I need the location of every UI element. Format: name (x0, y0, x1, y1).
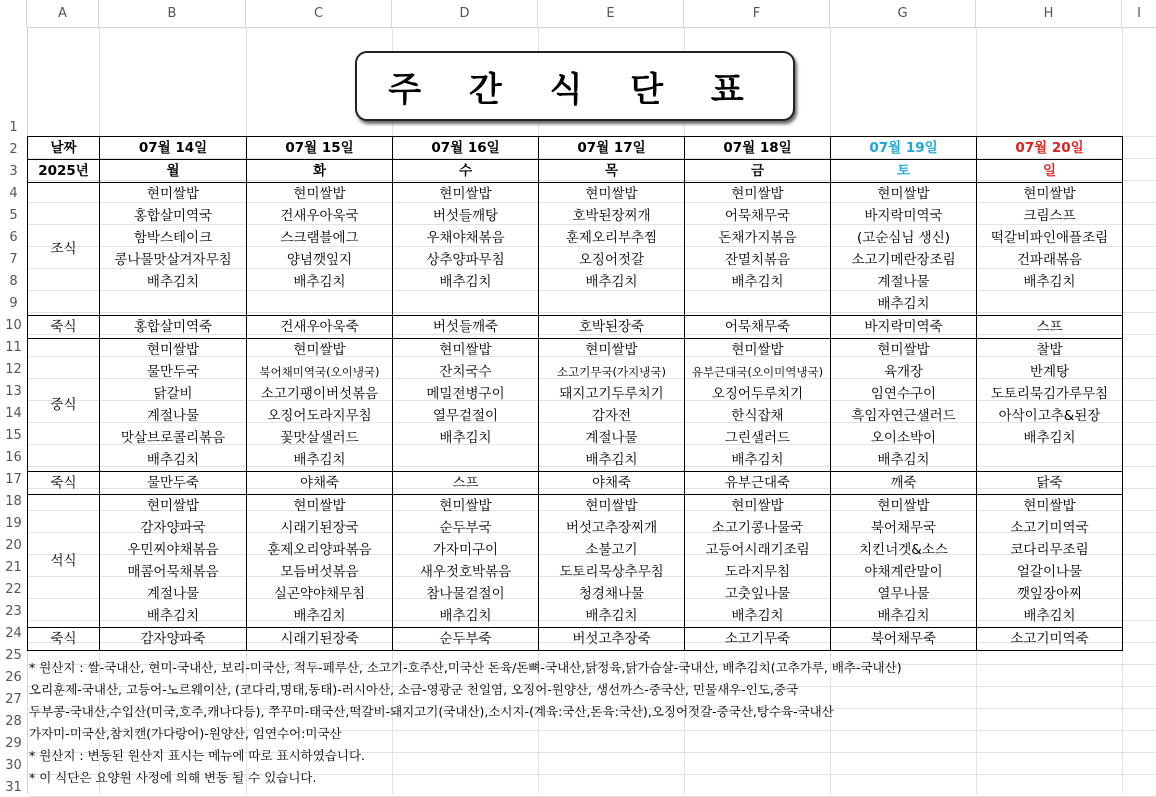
menu-cell[interactable]: 야채계란말이 (831, 561, 977, 583)
menu-cell[interactable] (100, 293, 247, 316)
menu-cell[interactable]: 현미쌀밥 (100, 495, 247, 518)
menu-cell[interactable]: 소고기콩나물국 (685, 517, 831, 539)
menu-cell[interactable]: 버섯고추장죽 (539, 628, 685, 651)
menu-cell[interactable]: 아삭이고추&된장 (977, 405, 1123, 427)
menu-cell[interactable]: 호박된장찌개 (539, 205, 685, 227)
menu-cell[interactable]: 유부근대국(오이미역냉국) (685, 361, 831, 383)
menu-row (28, 405, 1123, 427)
row-header[interactable]: 12 (5, 362, 22, 377)
menu-cell[interactable]: 잔멸치볶음 (685, 249, 831, 271)
menu-cell[interactable]: 매콤어묵채볶음 (100, 561, 247, 583)
menu-cell[interactable]: 깨죽 (831, 472, 977, 495)
menu-cell[interactable]: 오징어도라지무침 (247, 405, 393, 427)
date-cell[interactable]: 07월 18일 (685, 137, 831, 160)
menu-cell[interactable]: 현미쌀밥 (393, 495, 539, 518)
menu-cell[interactable]: 오징어젓갈 (539, 249, 685, 271)
menu-cell[interactable]: 흑임자연근샐러드 (831, 405, 977, 427)
date-cell[interactable]: 07월 15일 (247, 137, 393, 160)
weekday-cell[interactable]: 월 (100, 160, 247, 183)
menu-cell[interactable]: 배추김치 (100, 605, 247, 628)
menu-row (28, 583, 1123, 605)
row-header[interactable]: 20 (5, 538, 22, 553)
column-header-c[interactable]: C (246, 0, 392, 27)
menu-cell[interactable]: 바지락미역국 (831, 205, 977, 227)
menu-cell[interactable]: 육개장 (831, 361, 977, 383)
note-line[interactable]: * 원산지 : 쌀-국내산, 현미-국내산, 보리-미국산, 적두-페루산, 소고기-호주산,미국산 돈육/돈뼈-국내산,닭정육,닭가슴살-국내산, 배추김치(고추가루, 배추-국내산) (29, 660, 902, 675)
menu-row (28, 539, 1123, 561)
menu-cell[interactable]: 현미쌀밥 (247, 183, 393, 206)
menu-cell[interactable]: 그린샐러드 (685, 427, 831, 449)
menu-row (28, 293, 1123, 316)
notes (29, 657, 902, 789)
meal-label[interactable]: 죽식 (28, 316, 100, 339)
menu-cell[interactable]: 배추김치 (247, 449, 393, 472)
row-header[interactable]: 31 (5, 780, 22, 795)
menu-row (28, 472, 1123, 495)
row-header[interactable]: 5 (9, 208, 18, 223)
menu-cell[interactable]: 배추김치 (685, 605, 831, 628)
row-header[interactable]: 11 (5, 340, 22, 355)
column-header-f[interactable]: F (684, 0, 830, 27)
note-line[interactable]: * 원산지 : 변동된 원산지 표시는 메뉴에 따로 표시하였습니다. (29, 748, 366, 763)
menu-cell[interactable]: 함박스테이크 (100, 227, 247, 249)
row-header[interactable]: 24 (5, 626, 22, 641)
menu-cell[interactable]: 현미쌀밥 (247, 339, 393, 362)
menu-cell[interactable]: 배추김치 (685, 449, 831, 472)
menu-row (28, 495, 1123, 518)
menu-cell[interactable]: 고춧잎나물 (685, 583, 831, 605)
menu-cell[interactable]: 찰밥 (977, 339, 1123, 362)
menu-cell[interactable]: 배추김치 (977, 605, 1123, 628)
menu-cell[interactable]: 메밀전병구이 (393, 383, 539, 405)
meal-label[interactable]: 죽식 (28, 472, 100, 495)
weekday-cell-saturday[interactable]: 토 (831, 160, 977, 183)
menu-cell[interactable]: 도토리묵김가루무침 (977, 383, 1123, 405)
row-header[interactable]: 27 (5, 692, 22, 707)
menu-cell[interactable]: 홍합살미역죽 (100, 316, 247, 339)
menu-cell[interactable]: 시래기된장죽 (247, 628, 393, 651)
menu-row (28, 383, 1123, 405)
menu-row (28, 449, 1123, 472)
menu-cell[interactable]: 건새우아욱죽 (247, 316, 393, 339)
menu-cell[interactable]: 현미쌀밥 (685, 495, 831, 518)
menu-cell[interactable]: 닭갈비 (100, 383, 247, 405)
select-all-corner[interactable] (0, 0, 27, 27)
row-header[interactable]: 13 (5, 384, 22, 399)
menu-cell[interactable]: 바지락미역죽 (831, 316, 977, 339)
menu-cell[interactable]: 배추김치 (100, 449, 247, 472)
menu-cell[interactable]: 맛살브로콜리볶음 (100, 427, 247, 449)
menu-cell[interactable]: 소고기메란장조림 (831, 249, 977, 271)
menu-cell[interactable]: 물만두국 (100, 361, 247, 383)
menu-cell[interactable]: 어묵채무죽 (685, 316, 831, 339)
menu-cell[interactable]: 현미쌀밥 (539, 183, 685, 206)
menu-cell[interactable]: 상추양파무침 (393, 249, 539, 271)
menu-row (28, 517, 1123, 539)
row-header[interactable]: 10 (5, 318, 22, 333)
menu-cell[interactable]: 호박된장죽 (539, 316, 685, 339)
menu-cell[interactable]: 새우젓호박볶음 (393, 561, 539, 583)
menu-cell[interactable]: 잔치국수 (393, 361, 539, 383)
menu-cell[interactable]: 홍합살미역국 (100, 205, 247, 227)
menu-cell[interactable]: 실곤약야채무침 (247, 583, 393, 605)
menu-cell[interactable]: 현미쌀밥 (100, 183, 247, 206)
menu-row (28, 316, 1123, 339)
date-cell-saturday[interactable]: 07월 19일 (831, 137, 977, 160)
menu-cell[interactable]: 배추김치 (539, 449, 685, 472)
menu-cell[interactable]: 북어채무죽 (831, 628, 977, 651)
menu-cell[interactable]: 소불고기 (539, 539, 685, 561)
menu-cell[interactable]: 훈제오리양파볶음 (247, 539, 393, 561)
menu-cell[interactable] (393, 449, 539, 472)
menu-cell[interactable] (539, 293, 685, 316)
row-header[interactable]: 8 (9, 274, 18, 289)
menu-cell[interactable]: 도토리묵상추무침 (539, 561, 685, 583)
menu-cell[interactable]: 오이소박이 (831, 427, 977, 449)
column-header-g[interactable]: G (830, 0, 976, 27)
row-header[interactable]: 1 (9, 120, 18, 135)
row-header[interactable]: 18 (5, 494, 22, 509)
menu-cell[interactable]: 배추김치 (539, 271, 685, 293)
date-cell[interactable]: 07월 14일 (100, 137, 247, 160)
menu-cell[interactable]: 깻잎장아찌 (977, 583, 1123, 605)
menu-cell[interactable]: 현미쌀밥 (831, 495, 977, 518)
menu-cell[interactable]: (고순심님 생신) (831, 227, 977, 249)
row-header[interactable]: 7 (9, 252, 18, 267)
meal-label[interactable]: 죽식 (28, 628, 100, 651)
menu-cell[interactable]: 건파래볶음 (977, 249, 1123, 271)
menu-row (28, 361, 1123, 383)
menu-cell[interactable]: 양념깻잎지 (247, 249, 393, 271)
weekday-row (28, 160, 1123, 183)
menu-cell[interactable]: 현미쌀밥 (393, 183, 539, 206)
column-header-i[interactable]: I (1137, 6, 1141, 21)
column-header-h[interactable]: H (976, 0, 1122, 27)
menu-cell[interactable]: 모듬버섯볶음 (247, 561, 393, 583)
row-header[interactable]: 16 (5, 450, 22, 465)
column-header-d[interactable]: D (392, 0, 538, 27)
menu-cell[interactable]: 우채야채볶음 (393, 227, 539, 249)
date-cell[interactable]: 07월 16일 (393, 137, 539, 160)
menu-cell[interactable] (685, 293, 831, 316)
menu-cell[interactable]: 소고기미역죽 (977, 628, 1123, 651)
menu-cell[interactable]: 떡갈비파인애플조림 (977, 227, 1123, 249)
menu-cell[interactable]: 야채죽 (247, 472, 393, 495)
menu-cell[interactable]: 돈채가지볶음 (685, 227, 831, 249)
row-header[interactable]: 17 (5, 472, 22, 487)
menu-cell[interactable] (977, 293, 1123, 316)
menu-cell[interactable]: 고등어시래기조림 (685, 539, 831, 561)
row-header[interactable]: 14 (5, 406, 22, 421)
menu-cell[interactable]: 현미쌀밥 (685, 183, 831, 206)
menu-row (28, 339, 1123, 362)
menu-cell[interactable]: 스프 (977, 316, 1123, 339)
note-line[interactable]: 두부콩-국내산,수입산(미국,호주,캐나다등), 쭈꾸미-태국산,떡갈비-돼지고기(국내산),소시지-(계육:국산,돈육:국산),오징어젓갈-중국산,탕수육-국내산 (29, 704, 834, 719)
weekday-cell[interactable]: 목 (539, 160, 685, 183)
menu-cell[interactable]: 시래기된장국 (247, 517, 393, 539)
menu-cell[interactable]: 치킨너겟&소스 (831, 539, 977, 561)
menu-cell[interactable]: 소고기미역국 (977, 517, 1123, 539)
menu-cell[interactable]: 소고기무국(가지냉국) (539, 361, 685, 383)
menu-row (28, 249, 1123, 271)
row-header[interactable]: 26 (5, 670, 22, 685)
page-title: 주 간 식 단 표 (355, 51, 795, 121)
row-header[interactable]: 4 (9, 186, 18, 201)
row-header[interactable]: 30 (5, 758, 22, 773)
menu-cell[interactable]: 꽃맛살샐러드 (247, 427, 393, 449)
menu-cell[interactable]: 감자양파국 (100, 517, 247, 539)
menu-cell[interactable]: 버섯고추장찌개 (539, 517, 685, 539)
menu-cell[interactable]: 현미쌀밥 (831, 183, 977, 206)
menu-cell[interactable]: 우민찌야채볶음 (100, 539, 247, 561)
menu-cell[interactable]: 배추김치 (247, 271, 393, 293)
row-header[interactable]: 28 (5, 714, 22, 729)
menu-cell[interactable]: 반계탕 (977, 361, 1123, 383)
column-header-e[interactable]: E (538, 0, 684, 27)
menu-cell[interactable]: 소고기팽이버섯볶음 (247, 383, 393, 405)
menu-cell[interactable]: 배추김치 (831, 449, 977, 472)
row-header[interactable]: 23 (5, 604, 22, 619)
date-label[interactable]: 날짜 (28, 137, 100, 160)
menu-cell[interactable]: 계절나물 (100, 583, 247, 605)
note-line[interactable]: 오리훈제-국내산, 고등어-노르웨이산, (코다리,명태,동태)-러시아산, 소금-영광군 천일염, 오징어-원양산, 생선까스-중국산, 민물새우-인도,중국 (29, 682, 799, 697)
menu-cell[interactable]: 감자전 (539, 405, 685, 427)
date-row (28, 137, 1123, 160)
menu-cell[interactable]: 북어채무국 (831, 517, 977, 539)
menu-row (28, 183, 1123, 206)
menu-cell[interactable]: 돼지고기두루치기 (539, 383, 685, 405)
menu-cell[interactable]: 계절나물 (831, 271, 977, 293)
menu-cell[interactable]: 스크램블에그 (247, 227, 393, 249)
menu-cell[interactable]: 순두부국 (393, 517, 539, 539)
note-line[interactable]: * 이 식단은 요양원 사정에 의해 변동 될 수 있습니다. (29, 770, 317, 785)
menu-cell[interactable]: 현미쌀밥 (247, 495, 393, 518)
menu-row (28, 227, 1123, 249)
menu-cell[interactable]: 배추김치 (977, 427, 1123, 449)
row-header[interactable]: 9 (9, 296, 18, 311)
menu-cell[interactable]: 스프 (393, 472, 539, 495)
menu-cell[interactable]: 유부근대죽 (685, 472, 831, 495)
menu-cell[interactable]: 버섯들깨탕 (393, 205, 539, 227)
menu-cell[interactable]: 배추김치 (831, 293, 977, 316)
menu-row (28, 628, 1123, 651)
row-header[interactable]: 6 (9, 230, 18, 245)
menu-cell[interactable]: 현미쌀밥 (831, 339, 977, 362)
menu-cell[interactable]: 소고기무죽 (685, 628, 831, 651)
column-header-b[interactable]: B (99, 0, 246, 27)
row-header-bar (0, 27, 28, 794)
menu-cell[interactable]: 계절나물 (539, 427, 685, 449)
weekday-cell[interactable]: 수 (393, 160, 539, 183)
menu-cell[interactable]: 배추김치 (539, 605, 685, 628)
weekday-cell[interactable]: 금 (685, 160, 831, 183)
menu-cell[interactable]: 현미쌀밥 (539, 339, 685, 362)
column-header-bar (0, 0, 1156, 28)
menu-cell[interactable]: 북어채미역국(오이냉국) (247, 361, 393, 383)
menu-cell[interactable]: 청경채나물 (539, 583, 685, 605)
menu-cell[interactable]: 임연수구이 (831, 383, 977, 405)
menu-cell[interactable]: 열무나물 (831, 583, 977, 605)
menu-cell[interactable]: 현미쌀밥 (539, 495, 685, 518)
menu-cell[interactable]: 버섯들깨죽 (393, 316, 539, 339)
menu-cell[interactable]: 배추김치 (393, 271, 539, 293)
menu-cell[interactable]: 가자미구이 (393, 539, 539, 561)
menu-table (27, 136, 1123, 651)
menu-cell[interactable]: 현미쌀밥 (977, 183, 1123, 206)
meal-label[interactable]: 조식 (28, 183, 100, 316)
menu-cell[interactable]: 배추김치 (393, 427, 539, 449)
menu-cell[interactable]: 크림스프 (977, 205, 1123, 227)
menu-cell[interactable] (977, 449, 1123, 472)
note-line[interactable]: 가자미-미국산,참치캔(가다랑어)-원양산, 임연수어:미국산 (29, 726, 342, 741)
menu-cell[interactable]: 어묵채무국 (685, 205, 831, 227)
row-header[interactable]: 29 (5, 736, 22, 751)
menu-cell[interactable]: 얼갈이나물 (977, 561, 1123, 583)
menu-cell[interactable]: 현미쌀밥 (100, 339, 247, 362)
menu-row (28, 427, 1123, 449)
menu-cell[interactable]: 배추김치 (831, 605, 977, 628)
weekday-cell[interactable]: 화 (247, 160, 393, 183)
menu-cell[interactable]: 한식잡채 (685, 405, 831, 427)
date-cell[interactable]: 07월 17일 (539, 137, 685, 160)
menu-row (28, 205, 1123, 227)
menu-cell[interactable]: 현미쌀밥 (685, 339, 831, 362)
menu-row (28, 605, 1123, 628)
row-header[interactable]: 3 (9, 164, 18, 179)
menu-cell[interactable]: 현미쌀밥 (977, 495, 1123, 518)
menu-row (28, 271, 1123, 293)
row-header[interactable]: 22 (5, 582, 22, 597)
menu-cell[interactable]: 닭죽 (977, 472, 1123, 495)
menu-cell[interactable]: 도라지무침 (685, 561, 831, 583)
menu-cell[interactable]: 배추김치 (977, 271, 1123, 293)
year-label[interactable]: 2025년 (28, 160, 100, 183)
menu-cell[interactable]: 순두부죽 (393, 628, 539, 651)
menu-cell[interactable]: 배추김치 (247, 605, 393, 628)
menu-cell[interactable]: 현미쌀밥 (393, 339, 539, 362)
menu-cell[interactable] (247, 293, 393, 316)
menu-cell[interactable]: 배추김치 (393, 605, 539, 628)
row-header[interactable]: 19 (5, 516, 22, 531)
row-header[interactable]: 25 (5, 648, 22, 663)
row-header[interactable]: 21 (5, 560, 22, 575)
menu-cell[interactable]: 훈제오리부추찜 (539, 227, 685, 249)
menu-cell[interactable]: 참나물겉절이 (393, 583, 539, 605)
menu-cell[interactable]: 감자양파죽 (100, 628, 247, 651)
row-header[interactable]: 15 (5, 428, 22, 443)
column-header-a[interactable]: A (27, 0, 99, 27)
menu-cell[interactable]: 열무겉절이 (393, 405, 539, 427)
menu-row (28, 561, 1123, 583)
menu-cell[interactable]: 계절나물 (100, 405, 247, 427)
menu-cell[interactable]: 코다리무조림 (977, 539, 1123, 561)
menu-cell[interactable] (393, 293, 539, 316)
menu-cell[interactable]: 배추김치 (100, 271, 247, 293)
row-header[interactable]: 2 (9, 142, 18, 157)
menu-cell[interactable]: 콩나물맛살겨자무침 (100, 249, 247, 271)
menu-cell[interactable]: 오징어두루치기 (685, 383, 831, 405)
menu-cell[interactable]: 물만두죽 (100, 472, 247, 495)
weekday-cell-sunday[interactable]: 일 (977, 160, 1123, 183)
meal-label[interactable]: 중식 (28, 339, 100, 472)
menu-cell[interactable]: 배추김치 (685, 271, 831, 293)
menu-cell[interactable]: 건새우아욱국 (247, 205, 393, 227)
meal-label[interactable]: 석식 (28, 495, 100, 628)
date-cell-sunday[interactable]: 07월 20일 (977, 137, 1123, 160)
menu-cell[interactable]: 야채죽 (539, 472, 685, 495)
